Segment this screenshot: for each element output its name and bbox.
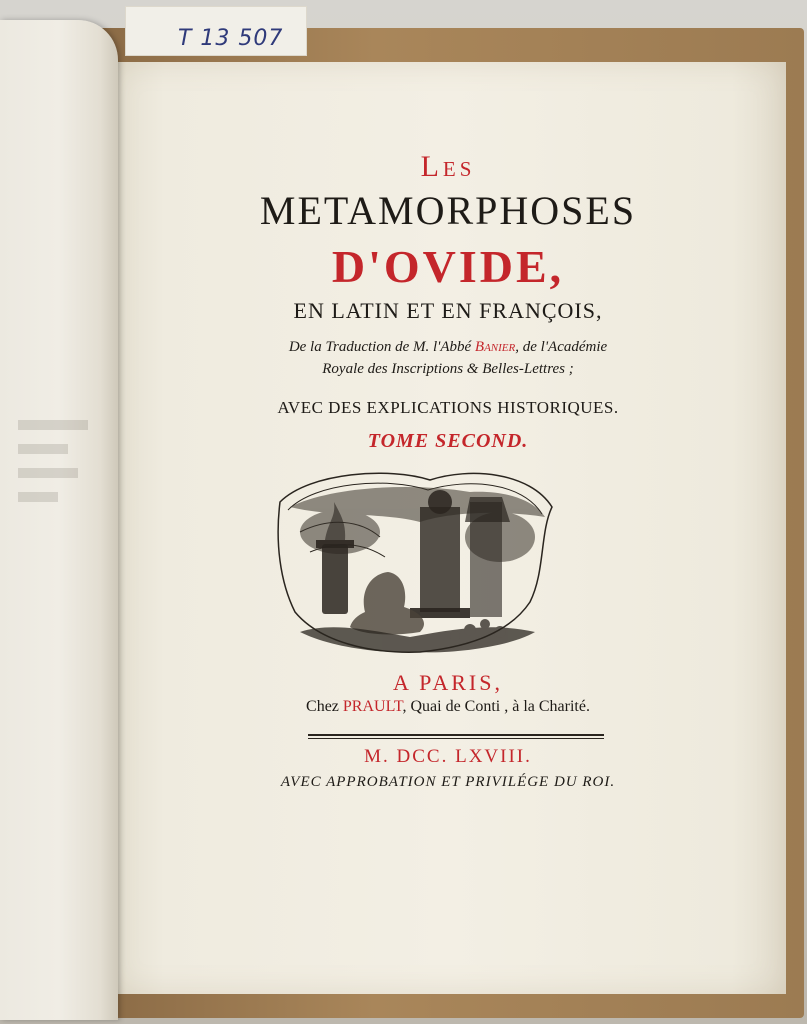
place-line: A PARIS, [392,670,503,695]
publisher-line [110,698,786,716]
show-through-text [18,420,98,620]
privilege-line: AVEC APPROBATION ET PRIVILÉGE DU ROI. [280,774,616,790]
thick-rule [308,734,604,736]
title-languages: EN LATIN ET EN FRANÇOIS, [293,298,603,323]
left-page [0,20,118,1020]
publisher-prefix: Chez [306,698,343,715]
title-ovide: D'OVIDE, [331,241,565,292]
translation-line-2: Royale des Inscriptions & Belles-Lettres ; [322,361,574,377]
translation-suffix: , de l'Académie [515,339,608,355]
translation-prefix: De la Traduction de M. l'Abbé [288,339,475,355]
title-les: Les [420,150,476,183]
title-metamorphoses: METAMORPHOSES [259,188,637,233]
tome-line: TOME SECOND. [367,430,529,452]
engraved-vignette-icon [270,462,560,660]
thin-rule [308,738,604,739]
translation-line-1 [110,339,786,356]
date-line: M. DCC. LXVIII. [364,746,532,767]
publisher-address: , Quai de Conti , à la Charité. [402,698,590,715]
explications-line: AVEC DES EXPLICATIONS HISTORIQUES. [277,398,619,417]
publisher-name: PRAULT [342,698,403,715]
translator-name: Banier [474,339,516,355]
shelf-label-text: T 13 507 [178,26,284,51]
